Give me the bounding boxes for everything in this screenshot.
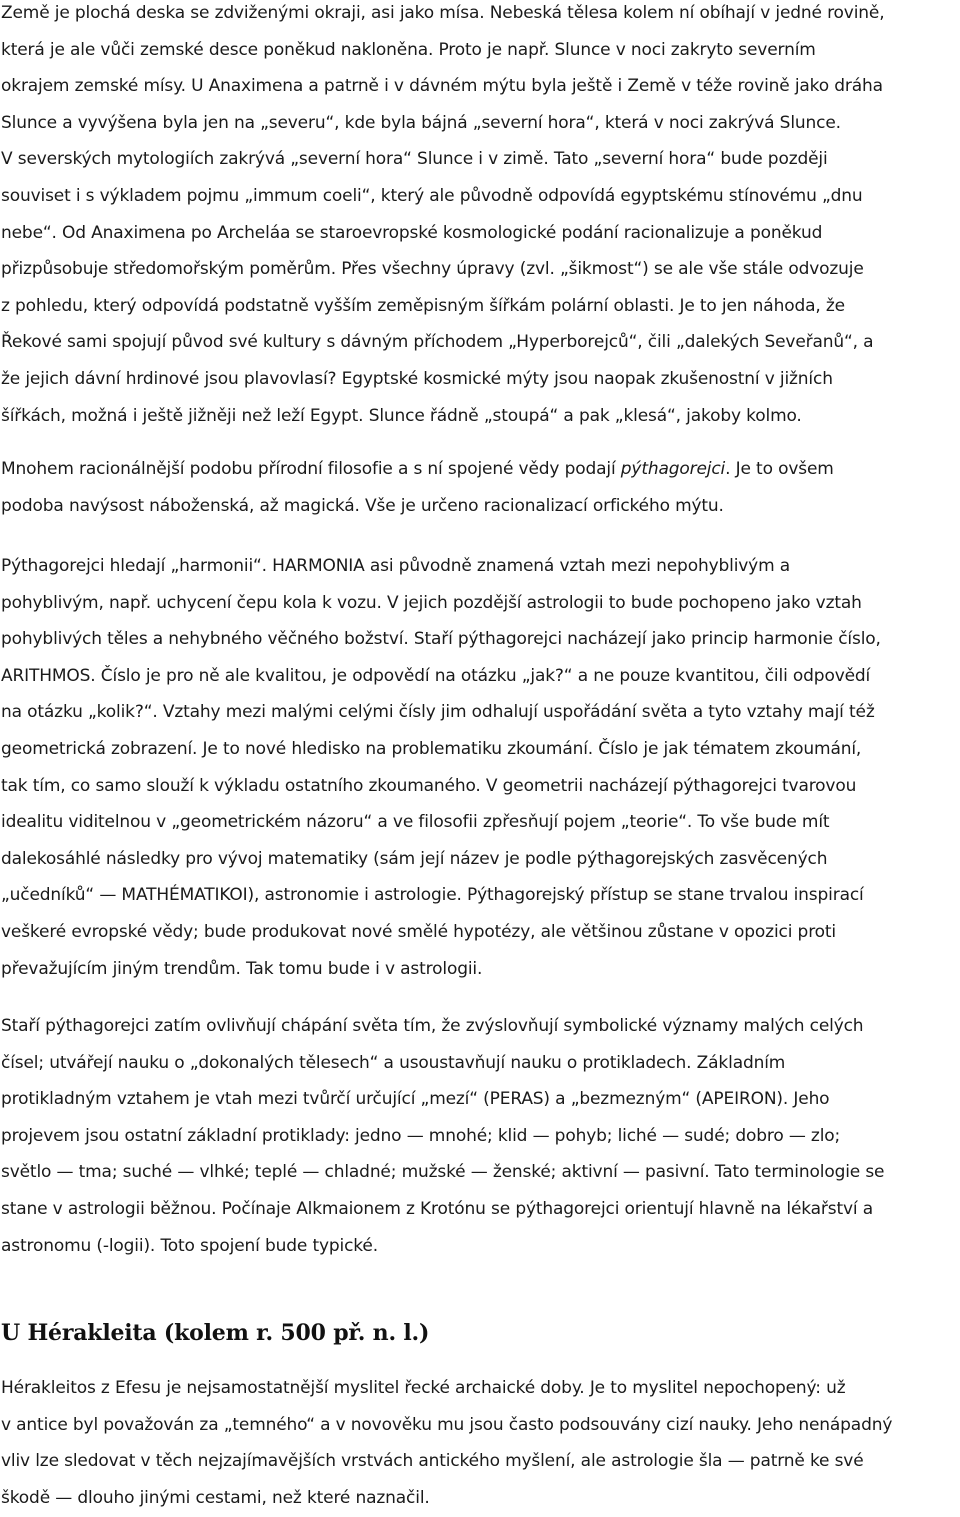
text-line: souviset i s výkladem pojmu „immum coeli“, který ale původně odpovídá egyptskému stínovému „dnu (1, 185, 863, 206)
paragraph-pythagoreans-intro (1, 451, 956, 524)
text-line: protikladným vztahem je vtah mezi tvůrčí určující „mezí“ (PERAS) a „bezmezným“ (APEIRON). Jeho (1, 1089, 830, 1110)
paragraph-opposites (1, 1008, 956, 1264)
text-segment: . Je to ovšem (725, 459, 834, 479)
text-line: která je ale vůči zemské desce poněkud nakloněna. Proto je např. Slunce v noci zakryto severním (1, 39, 816, 60)
section-heading: U Hérakleita (kolem r. 500 př. n. l.) (1, 1320, 430, 1346)
text-line: dalekosáhlé následky pro vývoj matematiky (sám její název je podle pýthagorejských zasvěcených (1, 848, 828, 869)
text-line: tak tím, co samo slouží k výkladu ostatního zkoumaného. V geometrii nacházejí pýthagorejci tvarovou (1, 775, 857, 796)
text-line: Řekové sami spojují původ své kultury s dávným příchodem „Hyperborejců“, čili „dalekých Seveřanů“, a (1, 332, 874, 353)
text-line: převažujícím jiným trendům. Tak tomu bude i v astrologii. (1, 958, 483, 979)
text-line: z pohledu, který odpovídá podstatně vyšším zeměpisným šířkám polární oblasti. Je to jen náhoda, že (1, 295, 845, 316)
text-line: Slunce a vyvýšena byla jen na „severu“, kde byla bájná „severní hora“, která v noci zakrývá Slunce. (1, 112, 841, 133)
text-line: škodě — dlouho jinými cestami, než které naznačil. (1, 1487, 430, 1508)
text-line: na otázku „kolik?“. Vztahy mezi malými celými čísly jim odhalují uspořádání světa a tyto vztahy mají též (1, 702, 875, 723)
text-line: světlo — tma; suché — vlhké; teplé — chladné; mužské — ženské; aktivní — pasivní. Tato terminologie se (1, 1162, 885, 1183)
text-line: astronomu (-logii). Toto spojení bude typické. (1, 1235, 378, 1256)
text-line: veškeré evropské vědy; bude produkovat nové smělé hypotézy, ale většinou zůstane v opozici proti (1, 921, 836, 942)
text-line: Země je plochá deska se zdviženými okraji, asi jako mísa. Nebeská tělesa kolem ní obíhají v jedné rovině, (1, 3, 885, 23)
text-line: stane v astrologii běžnou. Počínaje Alkmaionem z Krotónu se pýthagorejci orientují hlavně na lékařství a (1, 1198, 873, 1219)
text-line: šířkách, možná i ještě jižněji než leží Egypt. Slunce řádně „stoupá“ a pak „klesá“, jakoby kolmo. (1, 405, 802, 426)
paragraph-harmony (1, 548, 956, 987)
text-line: V severských mytologiích zakrývá „severní hora“ Slunce i v zimě. Tato „severní hora“ bude později (1, 149, 828, 170)
text-line: projevem jsou ostatní základní protiklady: jedno — mnohé; klid — pohyb; liché — sudé; dobro — zlo; (1, 1125, 841, 1146)
text-line: podoba navýsost náboženská, až magická. Vše je určeno racionalizací orfického mýtu. (1, 495, 724, 516)
text-line: Hérakleitos z Efesu je nejsamostatnější myslitel řecké archaické doby. Je to myslitel nepochopený: už (1, 1378, 846, 1398)
text-line (1, 451, 956, 488)
text-line: idealitu viditelnou v „geometrickém názoru“ a ve filosofii zpřesňují pojem „teorie“. To vše bude mít (1, 812, 830, 833)
text-segment: Mnohem racionálnější podobu přírodní filosofie a s ní spojené vědy podají (1, 459, 621, 479)
text-line: geometrická zobrazení. Je to nové hledisko na problematiku zkoumání. Číslo je jak tématem zkoumání, (1, 738, 862, 759)
text-line: okrajem zemské mísy. U Anaximena a patrně i v dávném mýtu byla ještě i Země v téže rovině jako dráha (1, 76, 883, 97)
italic-term: pýthagorejci (620, 459, 726, 479)
text-line: „učedníků“ — MATHÉMATIKOI), astronomie i astrologie. Pýthagorejský přístup se stane trvalou inspirací (1, 885, 864, 906)
text-line: čísel; utvářejí nauku o „dokonalých tělesech“ a usoustavňují nauku o protikladech. Základním (1, 1052, 786, 1073)
text-line: Pýthagorejci hledají „harmonii“. HARMONIA asi původně znamená vztah mezi nepohyblivým a (1, 556, 791, 576)
text-line: ARITHMOS. Číslo je pro ně ale kvalitou, je odpovědí na otázku „jak?“ a ne pouze kvantitou, čili odpovědí (1, 665, 871, 686)
text-line: vliv lze sledovat v těch nejzajímavějších vrstvách antického myšlení, ale astrologie šla — patrně ke své (1, 1451, 864, 1472)
text-line: přizpůsobuje středomořským poměrům. Přes všechny úpravy (zvl. „šikmost“) se ale vše stále odvozuje (1, 259, 864, 280)
text-line: nebe“. Od Anaximena po Archeláa se staroevropské kosmologické podání racionalizuje a poněkud (1, 222, 823, 243)
text-line: že jejich dávní hrdinové jsou plavovlasí? Egyptské kosmické mýty jsou naopak zkušenostní v jižních (1, 368, 833, 389)
text-line: pohyblivým, např. uchycení čepu kola k vozu. V jejich pozdější astrologii to bude pochopeno jako vztah (1, 592, 862, 613)
paragraph-heraclitus (1, 1370, 956, 1516)
text-line: Staří pýthagorejci zatím ovlivňují chápání světa tím, že zvýslovňují symbolické významy malých celých (1, 1016, 864, 1036)
paragraph-cosmology (1, 0, 956, 434)
text-line: pohyblivých těles a nehybného věčného božství. Staří pýthagorejci nacházejí jako princip harmonie číslo, (1, 629, 881, 650)
text-line: v antice byl považován za „temného“ a v novověku mu jsou často podsouvány cizí nauky. Jeho nenápadný (1, 1414, 893, 1435)
